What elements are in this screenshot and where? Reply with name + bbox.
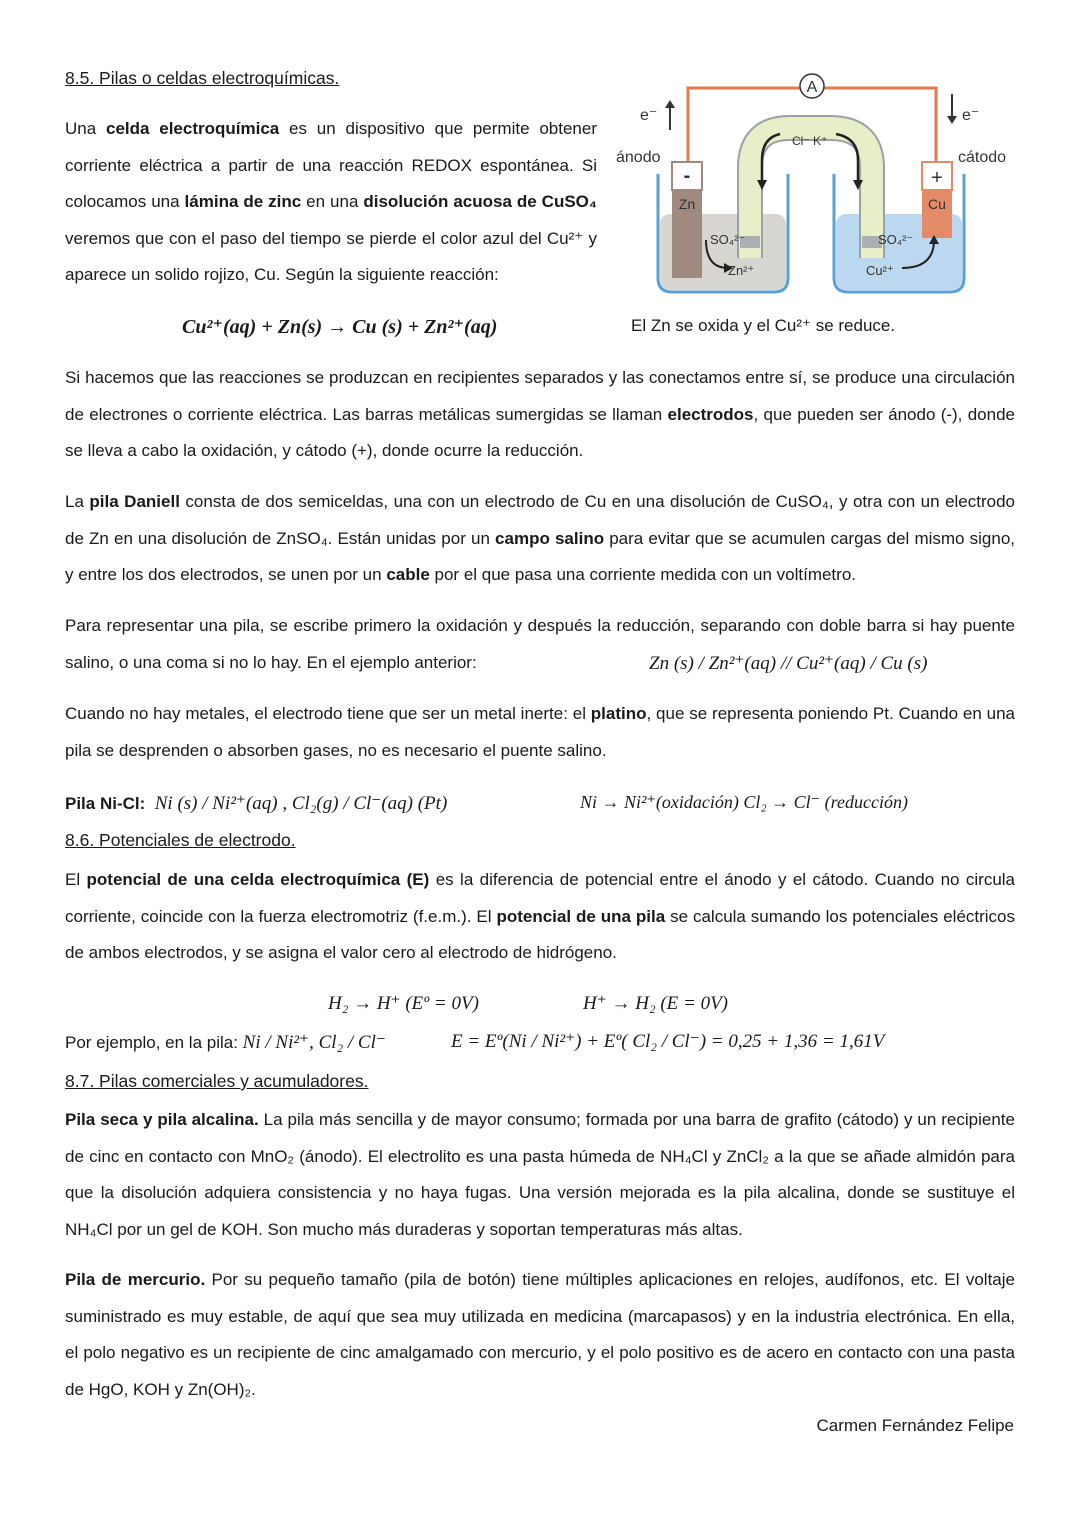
p7-text-1: Por su pequeño tamaño (pila de botón) tiene múltiples aplicaciones en relojes, audífonos, etc. El voltaje suministrado es muy estable, de aquí que sea muy utilizada en medicina (marcapasos) y en la industria electrónica. En ella, el polo negativo es un recipiente de cinc amalgamado con mercurio, y el polo positivo es de acero en contacto con una pasta de HgO, KOH y Zn(OH)₂.	[65, 1270, 1015, 1399]
intro-text-3: en una	[301, 192, 364, 211]
cathode-label: cátodo	[958, 149, 1007, 166]
author-name: Carmen Fernández Felipe	[816, 1416, 1014, 1435]
p2-bold-3: cable	[386, 565, 430, 584]
p2-text-2: para evitar que se acumulen cargas del mismo signo, y entre los dos electrodos, se unen por un	[65, 528, 1015, 584]
intro-bold-1: celda electroquímica	[105, 119, 280, 138]
p6-text-1: La pila más sencilla y de mayor consumo; formada por una barra de grafito (cátodo) y un recipiente de cinc en contacto con MnO₂ (ánodo). El electrolito es una pasta húmeda de NH₄Cl y ZnCl₂ a la que se añade almidón para que la disolución adquiera consistencia y no haya fugas. Una versión mejorada es la pila alcalina, donde se sustituye el NH₄Cl por un gel de KOH. Son mucho más duraderas y soportan temperaturas más altas.	[65, 1110, 1015, 1239]
intro-paragraph	[65, 111, 597, 294]
cu-electrode-label: Cu	[928, 196, 946, 212]
nicl-label: Pila Ni-Cl:	[65, 794, 146, 813]
hydrogen-oxidation-equation: H₂ → H⁺ (Eº = 0V)	[328, 993, 479, 1014]
daniell-cell-diagram	[610, 68, 1030, 308]
paragraph-platinum	[65, 696, 1015, 769]
copper-ion-label: Cu²⁺	[866, 263, 894, 278]
paragraph-electrodes	[65, 360, 1015, 470]
p4-text-2: , que se representa poniendo Pt. Cuando en una pila se desprenden o absorben gases, no es necesario el puente salino.	[65, 704, 1015, 760]
bridge-ions-label: Cl⁻ K⁺	[792, 134, 828, 148]
p2-text-3: por el que pasa una corriente medida con un voltímetro.	[429, 565, 856, 584]
paragraph-potential	[65, 862, 1015, 972]
p4-text-1: Cuando no hay metales, el electrodo tiene que ser un metal inerte: el	[65, 704, 591, 723]
sulfate-right-label: SO₄²⁻	[878, 232, 914, 247]
p7-bold-1: Pila de mercurio.	[65, 1270, 206, 1289]
diagram-caption: El Zn se oxida y el Cu²⁺ se reduce.	[631, 316, 896, 335]
example-calculation: E = Eº(Ni / Ni²⁺) + Eº( Cl₂ / Cl⁻) = 0,25 + 1,36 = 1,61V	[451, 1031, 885, 1052]
arrowhead-up-icon	[665, 100, 675, 108]
p5-text-1: es la diferencia de potencial entre el ánodo y el cátodo. Cuando no circula corriente, coincide con la fuerza electromotriz (f.e.m.). El	[65, 870, 1016, 926]
zinc-ion-label: Zn²⁺	[728, 263, 755, 278]
intro-text-2: es un dispositivo que permite obtener corriente eléctrica a partir de una reacción REDOX espontánea. Si colocamos una	[65, 119, 597, 211]
minus-sign: -	[683, 165, 691, 187]
section-heading-8-7: 8.7. Pilas comerciales y acumuladores.	[65, 1071, 369, 1091]
paragraph-mercury-cell	[65, 1262, 1015, 1408]
plus-sign: +	[931, 167, 943, 189]
hydrogen-reduction-equation: H⁺ → H₂ (E = 0V)	[583, 993, 729, 1014]
p1-text-1: Si hacemos que las reacciones se produzcan en recipientes separados y las conectamos entre sí, se produce una circulación de electrones o corriente eléctrica. Las barras metálicas sumergidas se llaman	[65, 368, 1015, 424]
p2-bold-2: campo salino	[495, 528, 605, 548]
intro-text-1: Una	[65, 119, 106, 138]
p6-bold-1: Pila seca y pila alcalina.	[65, 1110, 259, 1129]
p5-text-2: se calcula sumando los potenciales eléctricos de ambos electrodos, y se asigna el valor cero al electrodo de hidrógeno.	[65, 906, 1016, 962]
anode-label: ánodo	[616, 149, 661, 166]
paragraph-daniell	[65, 484, 1015, 594]
intro-bold-2: lámina de zinc	[184, 192, 302, 211]
arrowhead-down-icon	[947, 116, 957, 124]
zn-electrode-label: Zn	[678, 196, 696, 212]
paragraph-dry-cell	[65, 1102, 1015, 1248]
p5-bold-1: potencial de una celda electroquímica (E)	[86, 870, 430, 889]
example-cell: Ni / Ni²⁺, Cl₂ / Cl⁻	[242, 1032, 386, 1053]
intro-text-4: veremos que con el paso del tiempo se pierde el color azul del Cu²⁺ y aparece un solido rojizo, Cu. Según la siguiente reacción:	[65, 228, 597, 284]
p5-text-0: El	[65, 870, 87, 889]
sulfate-left-label: SO₄²⁻	[710, 232, 746, 247]
ammeter-label: A	[806, 79, 818, 96]
reaction-equation: Cu²⁺(aq) + Zn(s) → Cu (s) + Zn²⁺(aq)	[182, 316, 498, 338]
section-heading-8-5: 8.5. Pilas o celdas electroquímicas.	[65, 68, 340, 88]
electron-left-label: e⁻	[640, 107, 658, 124]
nicl-half-reactions: Ni → Ni²⁺(oxidación) Cl₂ → Cl⁻ (reducción)	[580, 792, 908, 812]
p1-text-2: , que pueden ser ánodo (-), donde se lleva a cabo la oxidación, y cátodo (+), donde ocurre la reducción.	[65, 404, 1015, 460]
nicl-line	[65, 792, 447, 815]
example-line	[65, 1031, 386, 1054]
p3-text: Para representar una pila, se escribe primero la oxidación y después la reducción, separando con doble barra si hay puente salino, o una coma si no lo hay. En el ejemplo anterior:	[65, 616, 1015, 672]
p2-bold-1: pila Daniell	[89, 492, 180, 511]
example-label: Por ejemplo, en la pila:	[65, 1033, 238, 1052]
intro-bold-3: disolución acuosa de CuSO₄	[363, 192, 597, 211]
p1-bold-1: electrodos	[667, 404, 754, 424]
p4-bold-1: platino	[590, 704, 647, 723]
p2-text-1: consta de dos semiceldas, una con un electrodo de Cu en una disolución de CuSO₄, y otra con un electrodo de Zn en una disolución de ZnSO₄. Están unidas por un	[65, 492, 1016, 548]
cell-notation-formula: Zn (s) / Zn²⁺(aq) // Cu²⁺(aq) / Cu (s)	[643, 652, 927, 675]
section-heading-8-6: 8.6. Potenciales de electrodo.	[65, 830, 296, 850]
p5-bold-2: potencial de una pila	[496, 906, 666, 926]
electron-right-label: e⁻	[962, 107, 980, 124]
nicl-formula: Ni (s) / Ni²⁺(aq) , Cl₂(g) / Cl⁻(aq) (Pt)	[154, 793, 448, 814]
p2-text-0: La	[65, 492, 90, 511]
